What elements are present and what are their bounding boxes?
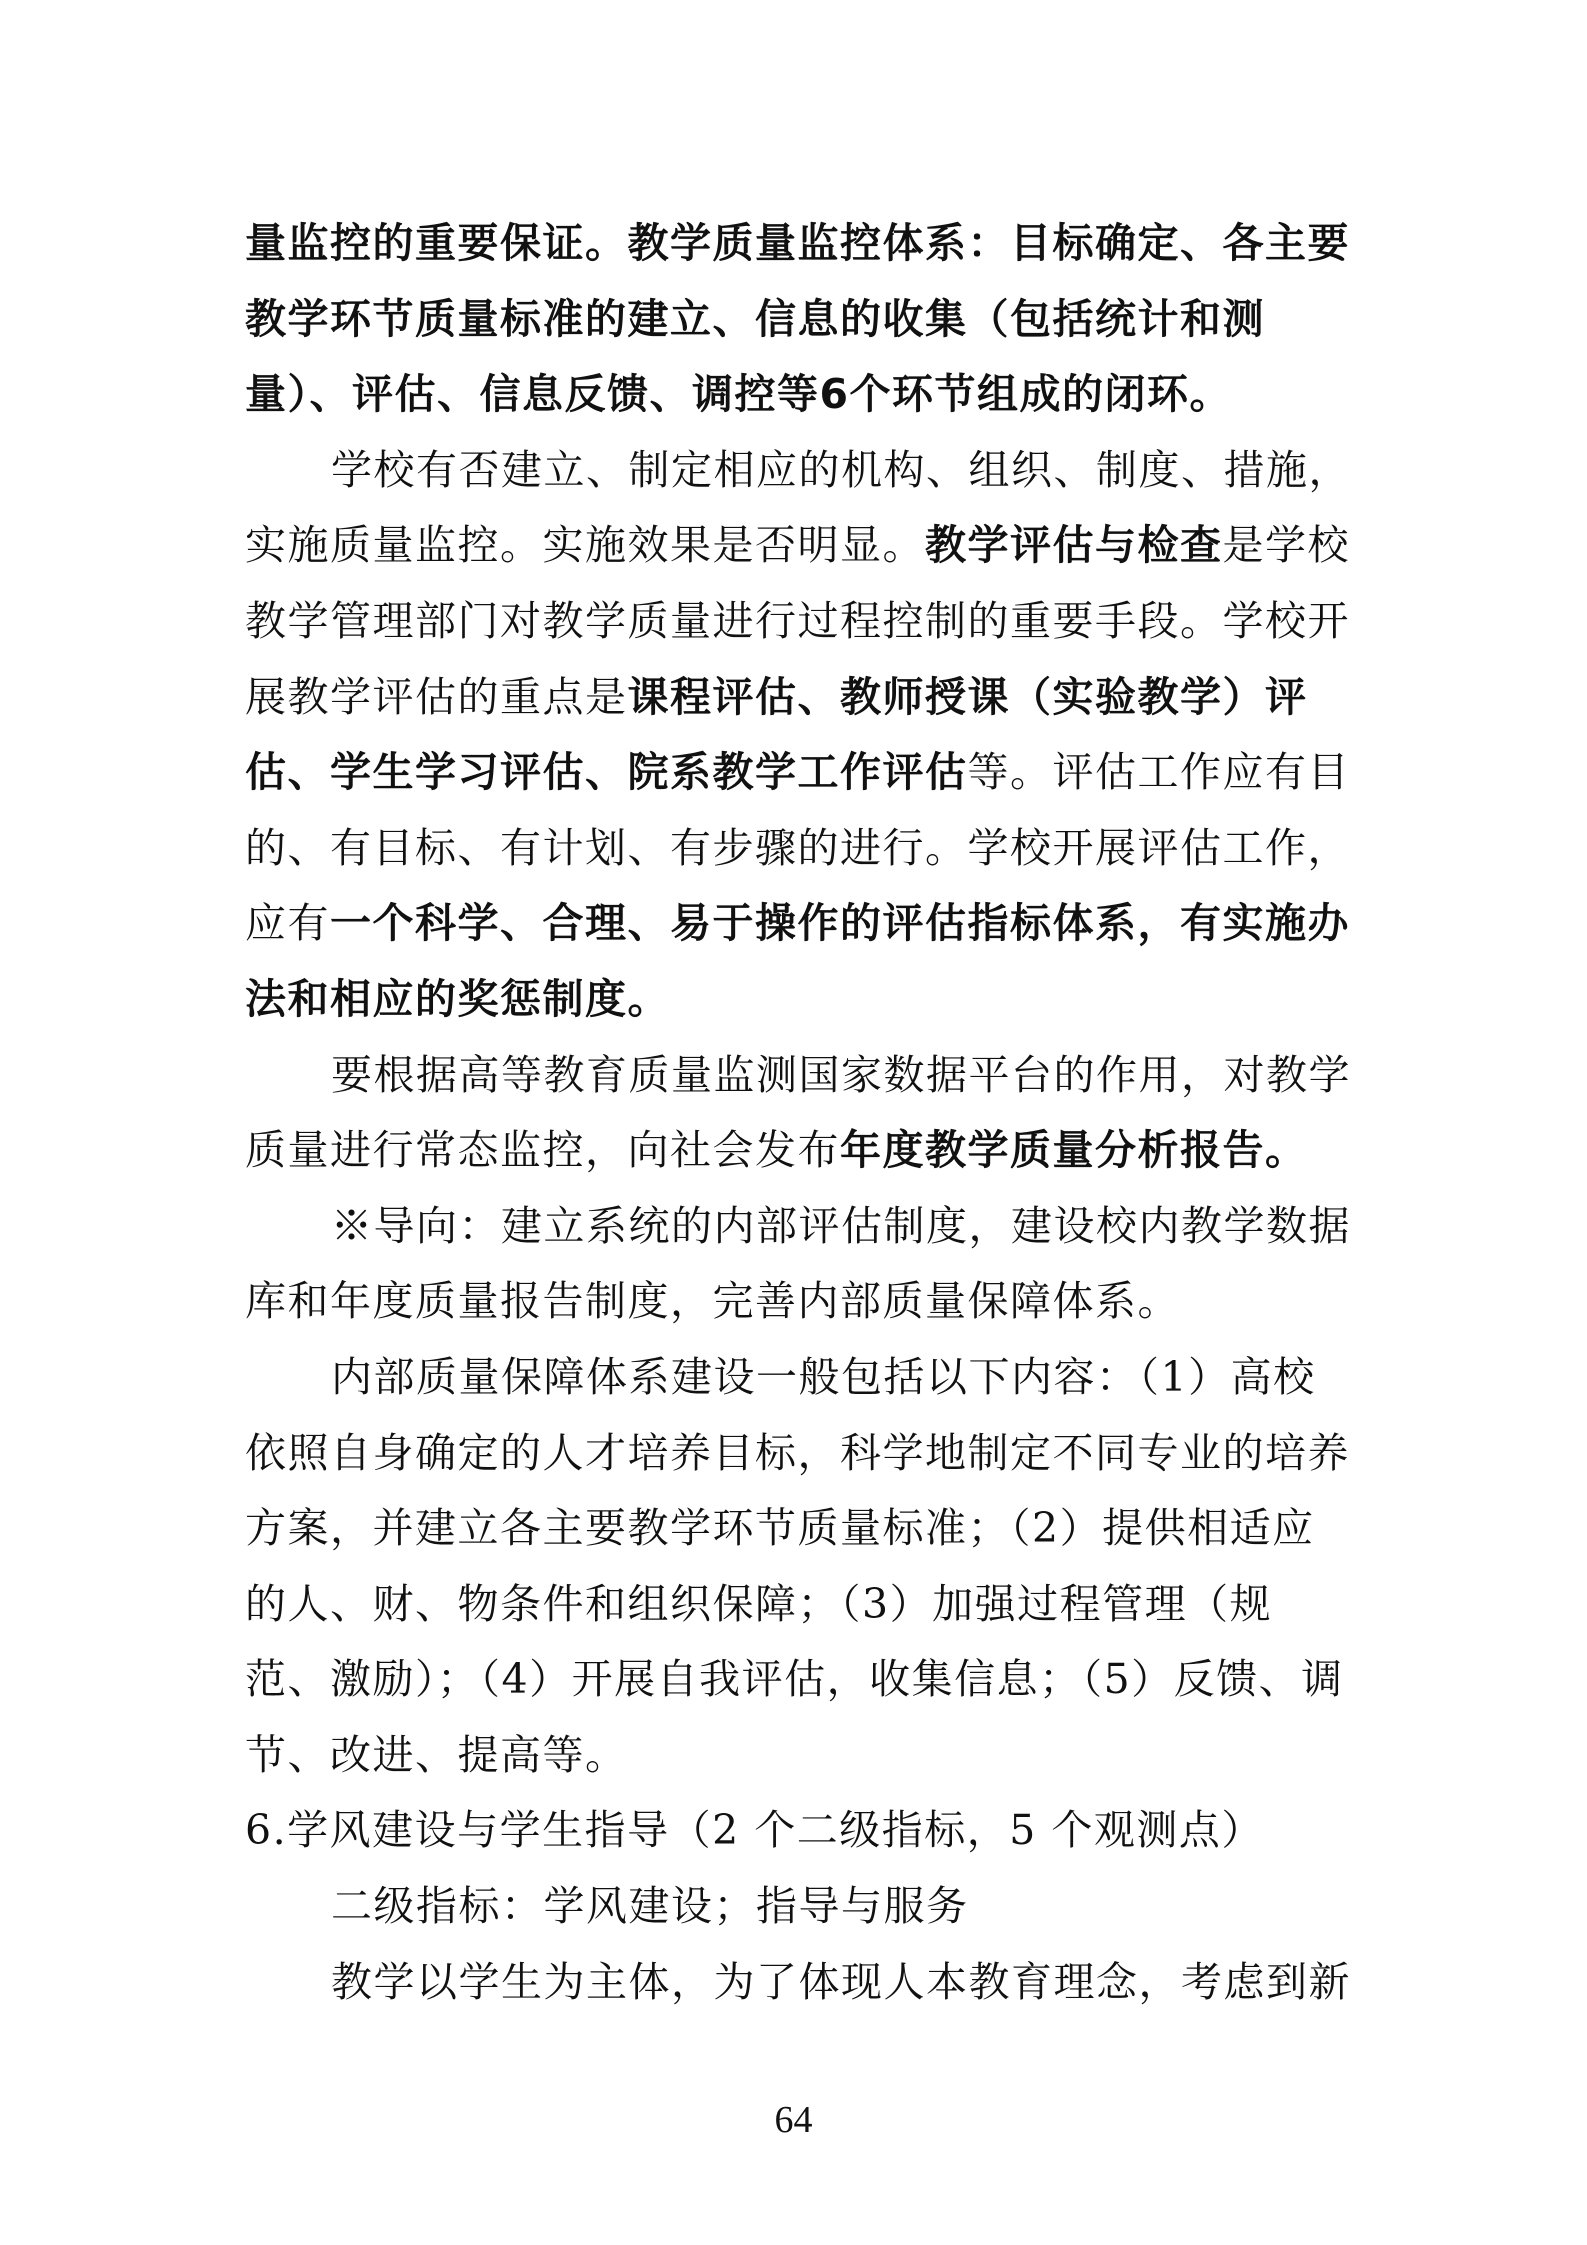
text-span: 要根据高等教育质量监测国家数据平台的作用，对教学质量进行常态监控，向社会发布 [245, 1050, 1351, 1175]
body-text [245, 206, 1355, 2020]
paragraph-guidance [245, 1189, 1355, 1340]
paragraph-quality-monitoring-system [245, 206, 1355, 433]
bold-span: 一个科学、合理、易于操作的评估指标体系，有实施办法和相应的奖惩制度。 [245, 899, 1350, 1023]
page-number: 64 [774, 2099, 813, 2141]
bold-span: 年度教学质量分析报告。 [840, 1126, 1308, 1175]
paragraph-national-data-platform [245, 1038, 1355, 1189]
text-span: 等。评估工作应有目的、有目标、有计划、有步骤的进行。学校开展评估工作，应有 [245, 748, 1350, 948]
text-span: 学校有否建立、制定相应的机构、组织、制度、措施，实施质量监控。实施效果是否明显。 [245, 445, 1351, 570]
paragraph-student-centered [245, 1945, 1355, 2021]
sub-heading: 二级指标：学风建设；指导与服务 [331, 1882, 969, 1931]
text-span: 教学以学生为主体，为了体现人本教育理念，考虑到新 [331, 1957, 1351, 2006]
section-heading: 6.学风建设与学生指导（2 个二级指标，5 个观测点） [245, 1806, 1264, 1855]
text-span: 是学校教学管理部门对教学质量进行过程控制的重要手段。学校开展教学评估的重点是 [245, 521, 1350, 721]
paragraph-evaluation [245, 433, 1355, 1038]
bold-span: 教学评估与检查 [925, 521, 1223, 570]
text-span: 内部质量保障体系建设一般包括以下内容：（1）高校依照自身确定的人才培养目标，科学地制定不同专业的培养方案，并建立各主要教学环节质量标准；（2）提供相适应的人、财、物条件和组织保障；（3）加强过程管理（规范、激励）；（4）开展自我评估，收集信息；（5）反馈、调节、改进、提高等。 [245, 1352, 1350, 1779]
paragraph-internal-quality-assurance [245, 1340, 1355, 1794]
text-span: 量监控的重要保证。教学质量监控体系：目标确定、各主要教学环节质量标准的建立、信息的收集（包括统计和测量）、评估、信息反馈、调控等6个环节组成的闭环。 [245, 219, 1350, 419]
text-span: ※导向：建立系统的内部评估制度，建设校内教学数据库和年度质量报告制度，完善内部质量保障体系。 [245, 1201, 1351, 1326]
bold-span: 课程评估、教师授课（实验教学）评估、学生学习评估、院系教学工作评估 [245, 672, 1308, 797]
